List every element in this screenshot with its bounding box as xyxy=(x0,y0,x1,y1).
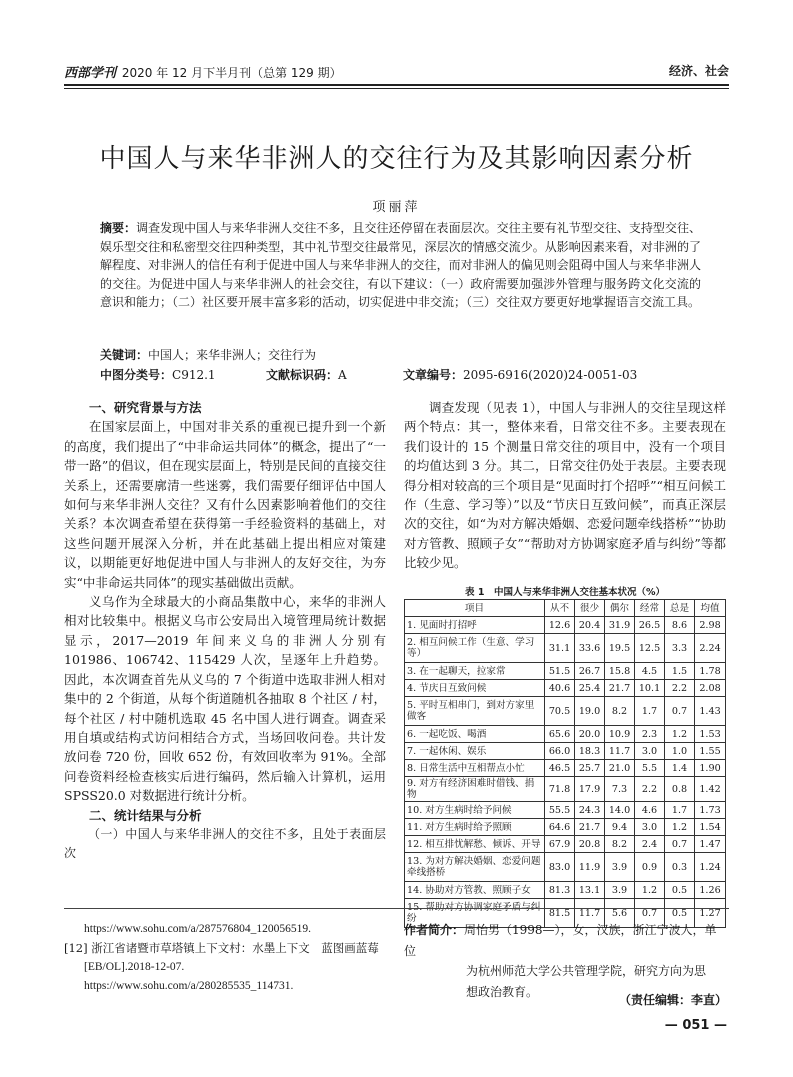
table-cell: 8.2 xyxy=(605,836,635,853)
references xyxy=(64,920,394,996)
table-cell: 10.9 xyxy=(605,726,635,743)
journal-logo: 西部学刊 xyxy=(64,66,117,81)
running-header xyxy=(64,60,729,82)
table-cell: 0.3 xyxy=(665,853,695,882)
table-cell: 5.5 xyxy=(635,760,665,777)
article-no-label: 文章编号： xyxy=(403,368,464,382)
row-item: 9. 对方有经济困难时借钱、捐物 xyxy=(405,777,545,802)
table-cell: 24.3 xyxy=(575,802,605,819)
row-item: 3. 在一起聊天，拉家常 xyxy=(405,663,545,680)
journal-issue xyxy=(64,62,342,81)
row-item: 8. 日常生活中互相帮点小忙 xyxy=(405,760,545,777)
table-cell: 1.55 xyxy=(695,743,726,760)
clc-label: 中图分类号： xyxy=(100,368,173,382)
table-cell: 0.7 xyxy=(635,899,665,928)
table-cell: 3.0 xyxy=(635,819,665,836)
table-cell: 1.5 xyxy=(665,663,695,680)
header-rule-thin xyxy=(64,88,729,89)
table-row xyxy=(405,777,726,802)
table-cell: 7.3 xyxy=(605,777,635,802)
clc-value: C912.1 xyxy=(172,368,216,382)
table-cell: 1.2 xyxy=(665,726,695,743)
table-cell: 11.9 xyxy=(575,853,605,882)
row-item: 15. 帮助对方协调家庭矛盾与纠纷 xyxy=(405,899,545,928)
table-row xyxy=(405,836,726,853)
row-item: 5. 平时互相串门，到对方家里做客 xyxy=(405,697,545,726)
table-row xyxy=(405,617,726,634)
row-item: 14. 协助对方管教、照顾子女 xyxy=(405,882,545,899)
table-cell: 64.6 xyxy=(545,819,575,836)
column-header: 很少 xyxy=(575,600,605,617)
table-cell: 15.8 xyxy=(605,663,635,680)
keywords xyxy=(100,346,701,363)
section-heading-1: 一、研究背景与方法 xyxy=(89,400,202,415)
table-cell: 1.90 xyxy=(695,760,726,777)
paragraph: 在国家层面上，中国对非关系的重视已提升到一个新的高度，我们提出了“中非命运共同体”的概念，提出了“一带一路”的倡议，但在现实层面上，特别是民间的直接交往关系上，还需要廓清一些迷雾，我们需要仔细评估中国人如何与来华非洲人交往？又有什么因素影响着他们的交往关系？本次调查希望在获得第一手经验资料的基础上，对这些问题开展深入分析，并在此基础上提出相应对策建议，以期能更好地促进中国人与非洲人的友好交往，为夯实“中非命运共同体”的现实基础做出贡献。 xyxy=(64,419,386,590)
table-cell: 66.0 xyxy=(545,743,575,760)
table-cell: 0.8 xyxy=(665,777,695,802)
reference-line: [12] 浙江省诸暨市草塔镇上下文村：水墨上下文 蓝图画蓝莓 xyxy=(64,941,379,955)
table-cell: 26.7 xyxy=(575,663,605,680)
table-cell: 1.4 xyxy=(665,760,695,777)
issue-info: 2020 年 12 月下半月刊（总第 129 期） xyxy=(121,66,342,80)
table-cell: 11.7 xyxy=(575,899,605,928)
table-body xyxy=(405,617,726,928)
bio-line: 为杭州师范大学公共管理学院，研究方向为思 xyxy=(466,964,707,978)
table-cell: 67.9 xyxy=(545,836,575,853)
reference-line: [EB/OL].2018-12-07. xyxy=(84,961,185,973)
section-heading-2: 二、统计结果与分析 xyxy=(89,807,202,823)
table-cell: 0.7 xyxy=(665,697,695,726)
doc-code-label: 文献标识码： xyxy=(266,368,339,382)
table-row xyxy=(405,802,726,819)
table-row xyxy=(405,680,726,697)
table-cell: 55.5 xyxy=(545,802,575,819)
column-header: 项目 xyxy=(405,600,545,617)
column-header: 从不 xyxy=(545,600,575,617)
table-cell: 12.6 xyxy=(545,617,575,634)
table-cell: 14.0 xyxy=(605,802,635,819)
keywords-text: 中国人；来华非洲人；交往行为 xyxy=(148,348,317,362)
article-number xyxy=(403,366,637,383)
article-title: 中国人与来华非洲人的交往行为及其影响因素分析 xyxy=(99,144,694,174)
bio-line: 想政治教育。 xyxy=(466,984,539,999)
data-table xyxy=(404,599,726,928)
abstract xyxy=(100,219,701,312)
table-cell: 1.78 xyxy=(695,663,726,680)
row-item: 6. 一起吃饭、喝酒 xyxy=(405,726,545,743)
bio-line: 周怡男（1998—），女，汉族，浙江宁波人，单位 xyxy=(404,923,717,958)
table-cell: 18.3 xyxy=(575,743,605,760)
table-cell: 12.5 xyxy=(635,634,665,663)
table-cell: 2.4 xyxy=(635,836,665,853)
table-cell: 1.47 xyxy=(695,836,726,853)
table-cell: 1.7 xyxy=(665,802,695,819)
doc-code-value: A xyxy=(338,368,347,382)
table-row xyxy=(405,743,726,760)
table-cell: 1.54 xyxy=(695,819,726,836)
table-cell: 25.4 xyxy=(575,680,605,697)
paragraph: 调查发现（见表 1），中国人与非洲人的交往呈现这样两个特点：其一，整体来看，日常交往不多。主要表现在我们设计的 15 个测量日常交往的项目中，没有一个项目的均值达到 3 分。其二，日常交往仍处于表层。主要表现得分相对较高的三个项目是“见面时打个招呼”“相互问候工作（生意、学习等）”以及“节庆日互致问候”，而真正深层次的交往，如“为对方解决婚姻、恋爱问题牵线搭桥”“协助对方管教、照顾子女”“帮助对方协调家庭矛盾与纠纷”等都比较少见。 xyxy=(404,400,726,571)
table-cell: 0.5 xyxy=(665,882,695,899)
row-item: 4. 节庆日互致问候 xyxy=(405,680,545,697)
table-cell: 1.2 xyxy=(635,882,665,899)
table-cell: 81.3 xyxy=(545,882,575,899)
table-cell: 31.1 xyxy=(545,634,575,663)
table-row xyxy=(405,760,726,777)
table-cell: 0.5 xyxy=(665,899,695,928)
row-item: 12. 相互排忧解愁、倾诉、开导 xyxy=(405,836,545,853)
table-cell: 2.08 xyxy=(695,680,726,697)
table-cell: 1.7 xyxy=(635,697,665,726)
table-cell: 1.2 xyxy=(665,819,695,836)
table-cell: 21.7 xyxy=(575,819,605,836)
article-author: 项丽萍 xyxy=(372,200,421,215)
table-cell: 20.4 xyxy=(575,617,605,634)
abstract-text: 调查发现中国人与来华非洲人交往不多，且交往还停留在表面层次。交往主要有礼节型交往、支持型交往、娱乐型交往和私密型交往四种类型，其中礼节型交往最常见，深层次的情感交流少。从影响因素来看，对非洲的了解程度、对非洲人的信任有利于促进中国人与来华非洲人的交往，而对非洲人的偏见则会阻碍中国人与来华非洲人的交往。为促进中国人与来华非洲人的社会交往，有以下建议：（一）政府需要加强涉外管理与服务跨文化交流的意识和能力；（二）社区要开展丰富多彩的活动，切实促进中非交流；（三）交往双方要更好地掌握语言交流工具。 xyxy=(100,221,701,309)
row-item: 7. 一起休闲、娱乐 xyxy=(405,743,545,760)
table-cell: 4.6 xyxy=(635,802,665,819)
reference-line: https://www.sohu.com/a/280285535_114731. xyxy=(84,980,294,992)
document-code xyxy=(266,366,347,383)
column-header: 总是 xyxy=(665,600,695,617)
author-bio xyxy=(404,920,726,1002)
keywords-label: 关键词： xyxy=(100,348,149,362)
subsection-heading: （一）中国人与来华非洲人的交往不多，且处于表面层次 xyxy=(64,826,386,861)
row-item: 2. 相互问候工作（生意、学习等） xyxy=(405,634,545,663)
table-cell: 1.53 xyxy=(695,726,726,743)
table-cell: 3.0 xyxy=(635,743,665,760)
section-name: 经济、社会 xyxy=(668,64,729,78)
table-cell: 46.5 xyxy=(545,760,575,777)
left-column xyxy=(64,398,386,864)
table-cell: 40.6 xyxy=(545,680,575,697)
row-item: 13. 为对方解决婚姻、恋爱问题牵线搭桥 xyxy=(405,853,545,882)
table-cell: 2.98 xyxy=(695,617,726,634)
row-item: 11. 对方生病时给予照顾 xyxy=(405,819,545,836)
table-header-row xyxy=(405,600,726,617)
table-cell: 13.1 xyxy=(575,882,605,899)
table-cell: 71.8 xyxy=(545,777,575,802)
table-cell: 2.3 xyxy=(635,726,665,743)
table-caption: 表 1 中国人与来华非洲人交往基本状况（%） xyxy=(465,587,665,598)
table-cell: 31.9 xyxy=(605,617,635,634)
row-item: 1. 见面时打招呼 xyxy=(405,617,545,634)
table-cell: 70.5 xyxy=(545,697,575,726)
table-row xyxy=(405,853,726,882)
article-no-value: 2095-6916(2020)24-0051-03 xyxy=(463,368,638,382)
reference-line: https://www.sohu.com/a/287576804_120056519. xyxy=(84,923,312,935)
table-cell: 3.9 xyxy=(605,853,635,882)
table-row xyxy=(405,663,726,680)
table-row xyxy=(405,882,726,899)
table-cell: 3.9 xyxy=(605,882,635,899)
table-cell: 19.0 xyxy=(575,697,605,726)
right-column xyxy=(404,398,726,573)
table-cell: 2.2 xyxy=(665,680,695,697)
table-cell: 8.6 xyxy=(665,617,695,634)
table-cell: 1.0 xyxy=(665,743,695,760)
column-header: 偶尔 xyxy=(605,600,635,617)
table-cell: 1.26 xyxy=(695,882,726,899)
column-header: 经常 xyxy=(635,600,665,617)
page-number: — 051 — xyxy=(664,1018,727,1033)
table-cell: 20.8 xyxy=(575,836,605,853)
table-cell: 17.9 xyxy=(575,777,605,802)
table-cell: 2.24 xyxy=(695,634,726,663)
table-cell: 1.43 xyxy=(695,697,726,726)
abstract-label: 摘要： xyxy=(100,221,137,235)
table-cell: 8.2 xyxy=(605,697,635,726)
table-row xyxy=(405,697,726,726)
paragraph: 义乌作为全球最大的小商品集散中心，来华的非洲人相对比较集中。根据义乌市公安局出入境管理局统计数据显示，2017—2019 年间来义乌的非洲人分别有101986、106742、115429 人次，呈逐年上升趋势。因此，本次调查首先从义乌的 7 个街道中选取非洲人相对集中的 2 个街道，从每个街道随机各抽取 8 个社区 / 村，每个社区 / 村中随机选取 45 名中国人进行调查。调查采用自填或结构式访问相结合方式，当场回收问卷。共计发放问卷 720 份，回收 652 份，有效回收率为 91%。全部问卷资料经检查核实后进行编码，然后输入计算机，运用SPSS20.0 对数据进行统计分析。 xyxy=(64,594,386,804)
row-item: 10. 对方生病时给予问候 xyxy=(405,802,545,819)
table-cell: 51.5 xyxy=(545,663,575,680)
responsible-editor: （责任编辑：李直） xyxy=(618,993,727,1007)
table-cell: 1.24 xyxy=(695,853,726,882)
clc-number xyxy=(100,366,216,383)
bio-label: 作者简介： xyxy=(404,923,465,937)
table-cell: 5.6 xyxy=(605,899,635,928)
table-cell: 9.4 xyxy=(605,819,635,836)
table-cell: 11.7 xyxy=(605,743,635,760)
table-cell: 25.7 xyxy=(575,760,605,777)
table-cell: 65.6 xyxy=(545,726,575,743)
table-row xyxy=(405,634,726,663)
table-cell: 3.3 xyxy=(665,634,695,663)
table-cell: 33.6 xyxy=(575,634,605,663)
table-cell: 10.1 xyxy=(635,680,665,697)
table-cell: 0.7 xyxy=(665,836,695,853)
table-cell: 4.5 xyxy=(635,663,665,680)
footer-rule xyxy=(64,908,729,909)
table-row xyxy=(405,819,726,836)
table-row xyxy=(405,726,726,743)
table-cell: 83.0 xyxy=(545,853,575,882)
table-cell: 2.2 xyxy=(635,777,665,802)
column-header: 均值 xyxy=(695,600,726,617)
table-cell: 19.5 xyxy=(605,634,635,663)
table-cell: 21.0 xyxy=(605,760,635,777)
table-cell: 1.42 xyxy=(695,777,726,802)
table-cell: 1.73 xyxy=(695,802,726,819)
table-cell: 1.27 xyxy=(695,899,726,928)
header-rule xyxy=(64,84,729,86)
table-cell: 20.0 xyxy=(575,726,605,743)
table-cell: 26.5 xyxy=(635,617,665,634)
table-cell: 81.5 xyxy=(545,899,575,928)
table-cell: 0.9 xyxy=(635,853,665,882)
table-cell: 21.7 xyxy=(605,680,635,697)
